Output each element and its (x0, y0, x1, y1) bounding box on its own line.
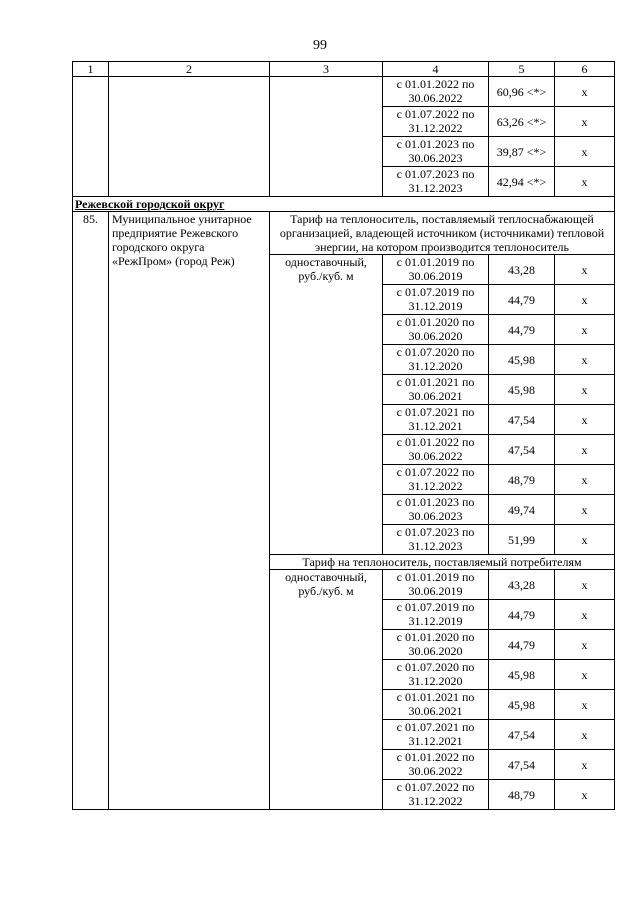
col6-cell: x (555, 375, 615, 405)
tariff-value-cell: 47,54 (489, 435, 555, 465)
period-cell: с 01.01.2023 по 30.06.2023 (383, 137, 489, 167)
col6-cell: x (555, 630, 615, 660)
table-row (73, 77, 615, 107)
col6-cell: x (555, 465, 615, 495)
col6-cell: x (555, 750, 615, 780)
tariff-value-cell: 44,79 (489, 600, 555, 630)
period-cell: с 01.01.2023 по 30.06.2023 (383, 495, 489, 525)
organization-name: Муниципальное унитарное предприятие Режевского городского округа «РежПром» (город Реж) (109, 212, 270, 810)
tariff-value-cell: 63,26 <*> (489, 107, 555, 137)
tariff-value-cell: 42,94 <*> (489, 167, 555, 197)
tariff-value-cell: 44,79 (489, 285, 555, 315)
period-cell: с 01.07.2023 по 31.12.2023 (383, 525, 489, 555)
period-cell: с 01.01.2022 по 30.06.2022 (383, 750, 489, 780)
empty-organization-cell (109, 77, 270, 197)
empty-unit-cell (270, 77, 383, 197)
tariff-caption-row (73, 212, 615, 255)
col6-cell: x (555, 405, 615, 435)
tariff-value-cell: 45,98 (489, 375, 555, 405)
tariff-value-cell: 45,98 (489, 690, 555, 720)
header-col-1: 1 (73, 62, 109, 77)
tariff-caption: Тариф на теплоноситель, поставляемый теплоснабжающей организацией, владеющей источником (источниками) тепловой энергии, на котором производится теплоноситель (270, 212, 615, 255)
tariff-value-cell: 47,54 (489, 720, 555, 750)
col6-cell: x (555, 600, 615, 630)
col6-cell: x (555, 167, 615, 197)
period-cell: с 01.07.2020 по 31.12.2020 (383, 345, 489, 375)
entry-number: 85. (73, 212, 109, 810)
period-cell: с 01.01.2020 по 30.06.2020 (383, 630, 489, 660)
period-cell: с 01.01.2022 по 30.06.2022 (383, 435, 489, 465)
tariff-value-cell: 43,28 (489, 570, 555, 600)
tariff-value-cell: 51,99 (489, 525, 555, 555)
period-cell: с 01.07.2020 по 31.12.2020 (383, 660, 489, 690)
period-cell: с 01.01.2020 по 30.06.2020 (383, 315, 489, 345)
tariff-unit: одноставочный, руб./куб. м (270, 570, 383, 810)
col6-cell: x (555, 435, 615, 465)
tariff-value-cell: 43,28 (489, 255, 555, 285)
tariff-table (72, 61, 615, 810)
col6-cell: x (555, 345, 615, 375)
tariff-value-cell: 48,79 (489, 465, 555, 495)
period-cell: с 01.07.2022 по 31.12.2022 (383, 107, 489, 137)
period-cell: с 01.07.2019 по 31.12.2019 (383, 600, 489, 630)
col6-cell: x (555, 720, 615, 750)
col6-cell: x (555, 137, 615, 167)
empty-number-cell (73, 77, 109, 197)
header-col-3: 3 (270, 62, 383, 77)
col6-cell: x (555, 570, 615, 600)
tariff-value-cell: 44,79 (489, 630, 555, 660)
header-col-4: 4 (383, 62, 489, 77)
period-cell: с 01.07.2021 по 31.12.2021 (383, 405, 489, 435)
tariff-value-cell: 48,79 (489, 780, 555, 810)
period-cell: с 01.01.2022 по 30.06.2022 (383, 77, 489, 107)
section-title-row (73, 197, 615, 212)
tariff-value-cell: 45,98 (489, 660, 555, 690)
period-cell: с 01.01.2019 по 30.06.2019 (383, 570, 489, 600)
col6-cell: x (555, 660, 615, 690)
tariff-value-cell: 39,87 <*> (489, 137, 555, 167)
col6-cell: x (555, 107, 615, 137)
period-cell: с 01.07.2019 по 31.12.2019 (383, 285, 489, 315)
col6-cell: x (555, 495, 615, 525)
tariff-value-cell: 47,54 (489, 405, 555, 435)
header-row (73, 62, 615, 77)
period-cell: с 01.07.2022 по 31.12.2022 (383, 780, 489, 810)
period-cell: с 01.01.2021 по 30.06.2021 (383, 690, 489, 720)
col6-cell: x (555, 285, 615, 315)
period-cell: с 01.07.2022 по 31.12.2022 (383, 465, 489, 495)
tariff-caption: Тариф на теплоноситель, поставляемый потребителям (270, 555, 615, 570)
tariff-value-cell: 47,54 (489, 750, 555, 780)
col6-cell: x (555, 255, 615, 285)
tariff-value-cell: 49,74 (489, 495, 555, 525)
period-cell: с 01.07.2023 по 31.12.2023 (383, 167, 489, 197)
col6-cell: x (555, 315, 615, 345)
tariff-value-cell: 44,79 (489, 315, 555, 345)
period-cell: с 01.07.2021 по 31.12.2021 (383, 720, 489, 750)
tariff-value-cell: 60,96 <*> (489, 77, 555, 107)
header-col-5: 5 (489, 62, 555, 77)
page-number: 99 (313, 38, 327, 53)
header-col-6: 6 (555, 62, 615, 77)
header-col-2: 2 (109, 62, 270, 77)
col6-cell: x (555, 780, 615, 810)
tariff-value-cell: 45,98 (489, 345, 555, 375)
col6-cell: x (555, 690, 615, 720)
period-cell: с 01.01.2021 по 30.06.2021 (383, 375, 489, 405)
col6-cell: x (555, 525, 615, 555)
period-cell: с 01.01.2019 по 30.06.2019 (383, 255, 489, 285)
section-title: Режевской городской округ (73, 197, 615, 212)
col6-cell: x (555, 77, 615, 107)
tariff-unit: одноставочный, руб./куб. м (270, 255, 383, 555)
